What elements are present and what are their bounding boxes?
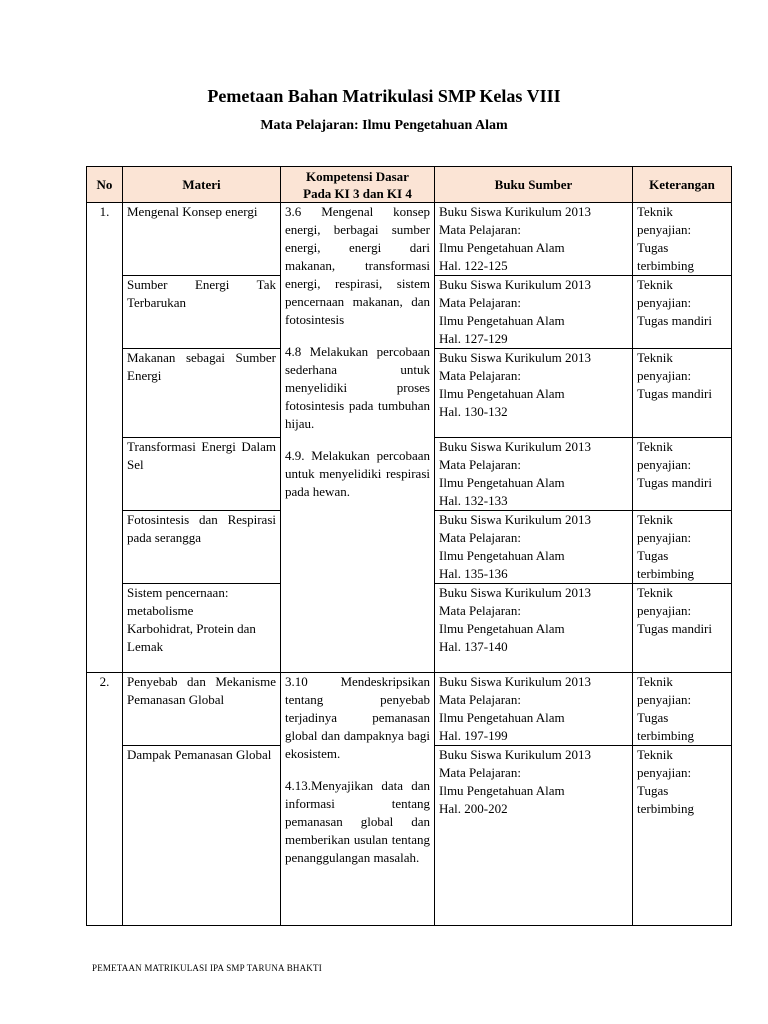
materi-cell: Sumber Energi Tak Terbarukan xyxy=(123,276,281,349)
buku-sumber-cell: Buku Siswa Kurikulum 2013 Mata Pelajaran: Ilmu Pengetahuan Alam Hal. 200-202 xyxy=(435,746,633,926)
keterangan-cell: Teknik penyajian: Tugas terbimbing xyxy=(633,746,732,926)
kompetensi-dasar-cell xyxy=(281,673,435,926)
materi-cell: Dampak Pemanasan Global xyxy=(123,746,281,926)
materi-cell: Makanan sebagai Sumber Energi xyxy=(123,349,281,438)
table-row xyxy=(87,203,732,276)
kompetensi-dasar-item: 4.8 Melakukan percobaan sederhana untuk menyelidiki proses fotosintesis pada tumbuhan hijau. xyxy=(285,344,430,431)
kompetensi-dasar-item: 3.6 Mengenal konsep energi, berbagai sumber energi, energi dari makanan, transformasi energi, respirasi, sistem pencernaan makanan, dan fotosintesis xyxy=(285,204,430,327)
row-number: 1. xyxy=(87,203,123,673)
table-header-row xyxy=(87,167,732,203)
kompetensi-dasar-item: 4.13.Menyajikan data dan informasi tentang pemanasan global dan memberikan usulan tentang penanggulangan masalah. xyxy=(285,778,430,865)
kompetensi-dasar-item: 3.10 Mendeskripsikan tentang penyebab terjadinya pemanasan global dan dampaknya bagi ekosistem. xyxy=(285,674,430,761)
buku-sumber-cell: Buku Siswa Kurikulum 2013 Mata Pelajaran: Ilmu Pengetahuan Alam Hal. 132-133 xyxy=(435,438,633,511)
materi-cell: Transformasi Energi Dalam Sel xyxy=(123,438,281,511)
keterangan-cell: Teknik penyajian: Tugas terbimbing xyxy=(633,673,732,746)
keterangan-cell: Teknik penyajian: Tugas mandiri xyxy=(633,349,732,438)
buku-sumber-cell: Buku Siswa Kurikulum 2013 Mata Pelajaran: Ilmu Pengetahuan Alam Hal. 135-136 xyxy=(435,511,633,584)
table-body xyxy=(87,203,732,926)
materi-cell: Mengenal Konsep energi xyxy=(123,203,281,276)
materi-cell: Sistem pencernaan: metabolisme Karbohidrat, Protein dan Lemak xyxy=(123,584,281,673)
buku-sumber-cell: Buku Siswa Kurikulum 2013 Mata Pelajaran: Ilmu Pengetahuan Alam Hal. 130-132 xyxy=(435,349,633,438)
buku-sumber-cell: Buku Siswa Kurikulum 2013 Mata Pelajaran: Ilmu Pengetahuan Alam Hal. 137-140 xyxy=(435,584,633,673)
table-row xyxy=(87,673,732,746)
buku-sumber-cell: Buku Siswa Kurikulum 2013 Mata Pelajaran: Ilmu Pengetahuan Alam Hal. 122-125 xyxy=(435,203,633,276)
materi-cell: Penyebab dan Mekanisme Pemanasan Global xyxy=(123,673,281,746)
buku-sumber-cell: Buku Siswa Kurikulum 2013 Mata Pelajaran: Ilmu Pengetahuan Alam Hal. 127-129 xyxy=(435,276,633,349)
buku-sumber-cell: Buku Siswa Kurikulum 2013 Mata Pelajaran: Ilmu Pengetahuan Alam Hal. 197-199 xyxy=(435,673,633,746)
materi-cell: Fotosintesis dan Respirasi pada serangga xyxy=(123,511,281,584)
column-header-no: No xyxy=(87,167,123,203)
keterangan-cell: Teknik penyajian: Tugas terbimbing xyxy=(633,511,732,584)
keterangan-cell: Teknik penyajian: Tugas mandiri xyxy=(633,438,732,511)
column-header-materi: Materi xyxy=(123,167,281,203)
kompetensi-dasar-cell xyxy=(281,203,435,673)
keterangan-cell: Teknik penyajian: Tugas mandiri xyxy=(633,584,732,673)
keterangan-cell: Teknik penyajian: Tugas mandiri xyxy=(633,276,732,349)
mapping-table xyxy=(86,166,732,926)
page-subtitle: Mata Pelajaran: Ilmu Pengetahuan Alam xyxy=(260,118,508,133)
column-header-kompetensi: Kompetensi Dasar Pada KI 3 dan KI 4 xyxy=(281,167,435,203)
kompetensi-dasar-item: 4.9. Melakukan percobaan untuk menyelidiki respirasi pada hewan. xyxy=(285,448,430,499)
column-header-keterangan: Keterangan xyxy=(633,167,732,203)
page-footer: PEMETAAN MATRIKULASI IPA SMP TARUNA BHAKTI xyxy=(92,963,322,973)
row-number: 2. xyxy=(87,673,123,926)
keterangan-cell: Teknik penyajian: Tugas terbimbing xyxy=(633,203,732,276)
page-title: Pemetaan Bahan Matrikulasi SMP Kelas VIII xyxy=(207,86,561,106)
column-header-buku-sumber: Buku Sumber xyxy=(435,167,633,203)
